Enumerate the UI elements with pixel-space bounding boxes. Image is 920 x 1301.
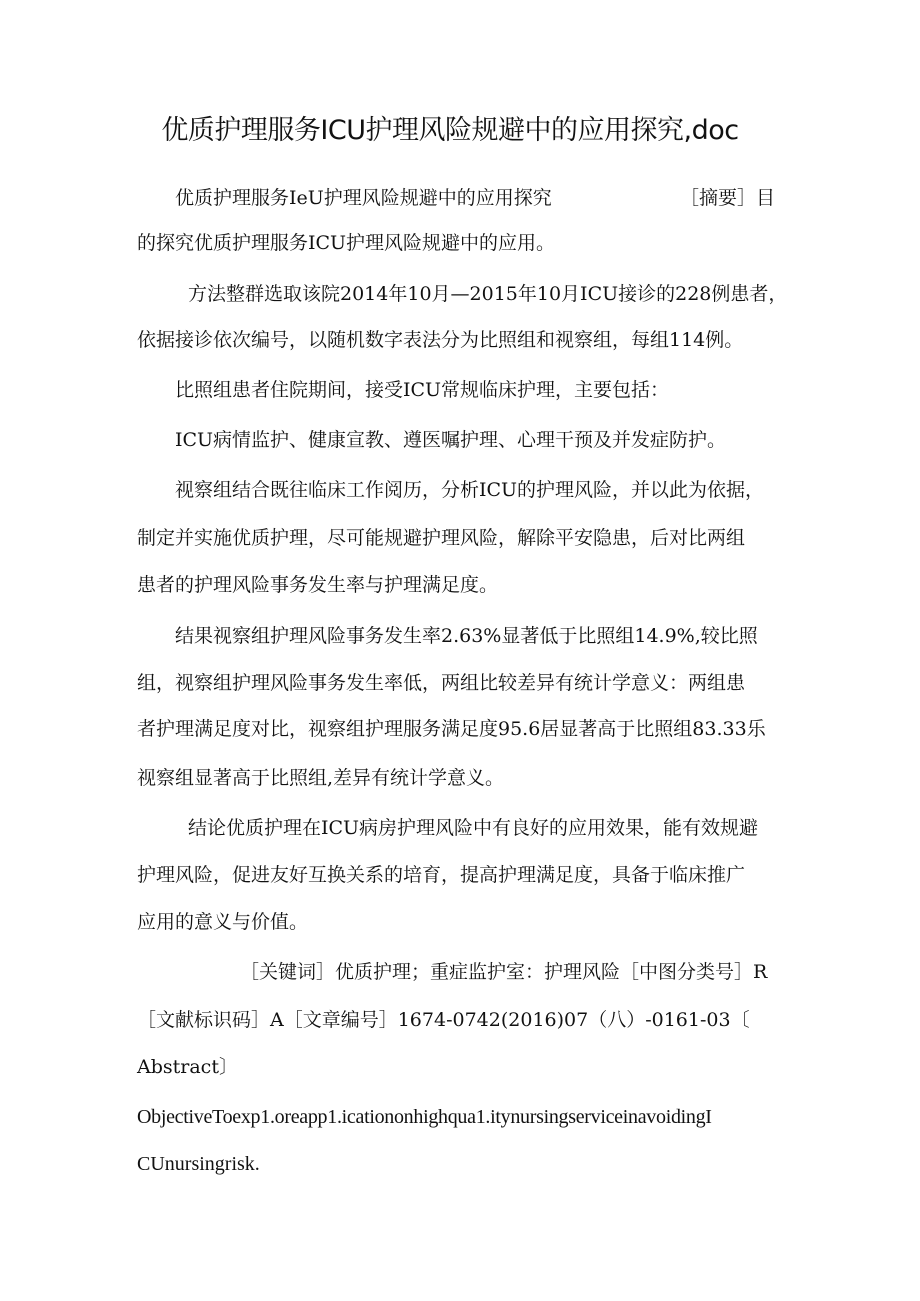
result-line: 者护理满足度对比，视察组护理服务满足度95.6居显著高于比照组83.33乐	[137, 718, 766, 740]
keywords-line: ［关键词］优质护理；重症监护室：护理风险［中图分类号］R	[240, 961, 768, 983]
conclusion-line: 应用的意义与价值。	[137, 911, 309, 933]
conclusion-line: 护理风险，促进友好互换关系的培育，提高护理满足度，具备于临床推广	[137, 864, 746, 886]
result-line: 组，视察组护理风险事务发生率低，两组比较差异有统计学意义：两组患	[137, 672, 746, 694]
control-line: 比照组患者住院期间，接受ICU常规临床护理，主要包括：	[175, 379, 670, 401]
observation-line: 制定并实施优质护理，尽可能规避护理风险，解除平安隐患，后对比两组	[137, 527, 746, 549]
document-id-line: ［文献标识码］A［文章编号］1674-0742(2016)07（八）-0161-03〔	[137, 1009, 750, 1031]
result-line: 视察组显著高于比照组,差异有统计学意义。	[137, 767, 505, 789]
intro-continuation: 的探究优质护理服务ICU护理风险规避中的应用。	[137, 232, 556, 254]
conclusion-line: 结论优质护理在ICU病房护理风险中有良好的应用效果，能有效规避	[188, 817, 759, 839]
observation-line: 患者的护理风险事务发生率与护理满足度。	[137, 574, 499, 596]
objective-line: ObjectiveToexp1.oreapp1.icationonhighqua1.itynursingserviceinavoidingI	[137, 1106, 712, 1128]
methods-line: 方法整群选取该院2014年10月—2015年10月ICU接诊的228例患者，	[188, 283, 788, 305]
observation-line: 视察组结合既往临床工作阅历，分析ICU的护理风险，并以此为依据，	[175, 479, 765, 501]
objective-line: CUnursingrisk.	[137, 1153, 260, 1175]
abstract-label: ［摘要］目	[680, 187, 776, 209]
abstract-heading: Abstract〕	[137, 1056, 238, 1078]
document-title: 优质护理服务ICU护理风险规避中的应用探究,doc	[161, 115, 739, 146]
methods-line: 依据接诊依次编号，以随机数字表法分为比照组和视察组，每组114例。	[137, 329, 744, 351]
control-line: ICU病情监护、健康宣教、遵医嘱护理、心理干预及并发症防护。	[175, 429, 727, 451]
result-line: 结果视察组护理风险事务发生率2.63%显著低于比照组14.9%,较比照	[175, 625, 758, 647]
intro-text: 优质护理服务IeU护理风险规避中的应用探究	[175, 187, 552, 209]
